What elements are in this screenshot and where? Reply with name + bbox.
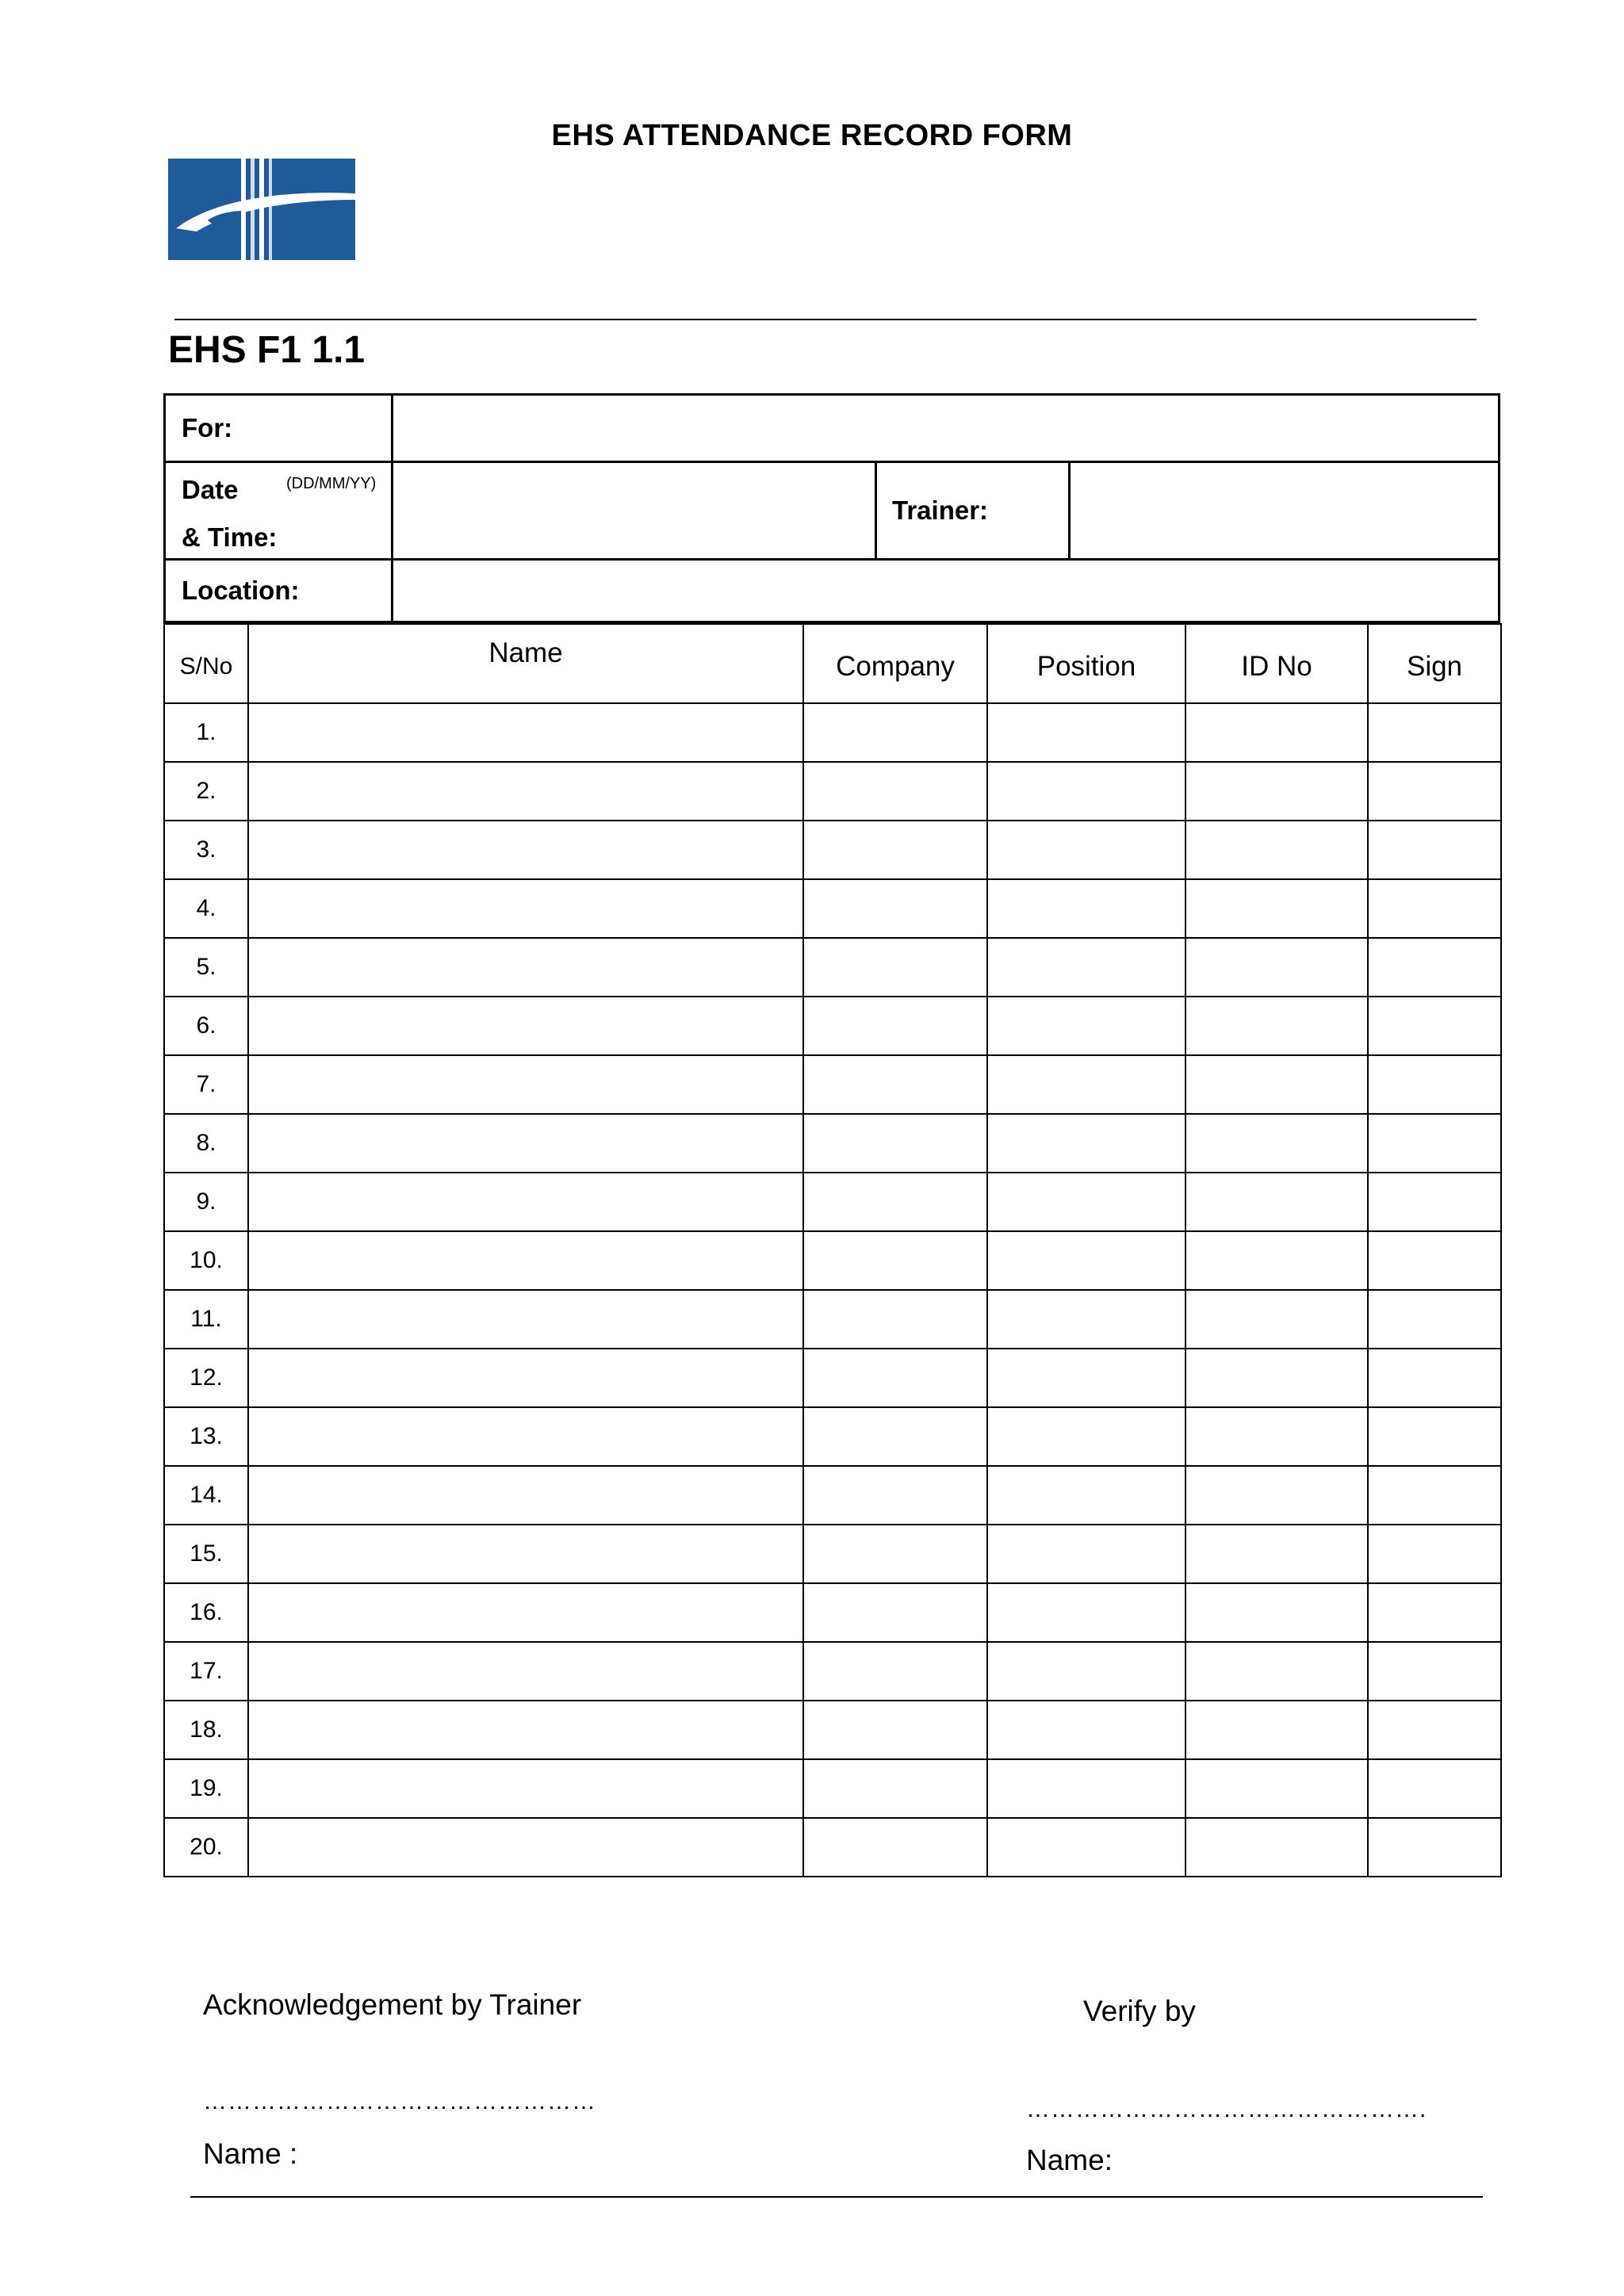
id-no-cell[interactable] [1185, 1642, 1368, 1701]
company-cell[interactable] [803, 879, 987, 938]
id-no-cell[interactable] [1185, 1407, 1368, 1466]
sign-cell[interactable] [1368, 1818, 1501, 1877]
serial-number-cell: 6. [164, 997, 248, 1055]
company-logo-icon [168, 159, 355, 260]
position-cell[interactable] [987, 1173, 1185, 1231]
name-cell[interactable] [248, 1466, 803, 1525]
name-cell[interactable] [248, 1231, 803, 1290]
location-label: Location: [182, 576, 300, 605]
id-no-cell[interactable] [1185, 1055, 1368, 1114]
company-cell[interactable] [803, 1173, 987, 1231]
serial-number-cell: 7. [164, 1055, 248, 1114]
id-no-cell[interactable] [1185, 1466, 1368, 1525]
company-cell[interactable] [803, 1349, 987, 1407]
header-column-divider [875, 461, 877, 558]
location-field[interactable] [396, 564, 1490, 618]
table-row [164, 703, 1501, 762]
sign-cell[interactable] [1368, 1231, 1501, 1290]
sign-cell[interactable] [1368, 938, 1501, 997]
table-row [164, 1701, 1501, 1759]
name-cell[interactable] [248, 1349, 803, 1407]
name-cell[interactable] [248, 997, 803, 1055]
table-header-row [164, 624, 1501, 703]
id-no-cell[interactable] [1185, 1525, 1368, 1583]
table-row [164, 1583, 1501, 1642]
form-code: EHS F1 1.1 [168, 329, 366, 371]
serial-number-cell: 9. [164, 1173, 248, 1231]
column-header-sign: Sign [1368, 624, 1501, 703]
acknowledgement-label: Acknowledgement by Trainer [203, 1988, 582, 2021]
position-cell[interactable] [987, 1466, 1185, 1525]
company-cell[interactable] [803, 821, 987, 879]
sign-cell[interactable] [1368, 1466, 1501, 1525]
table-row [164, 762, 1501, 821]
id-no-cell[interactable] [1185, 1818, 1368, 1877]
table-row [164, 1114, 1501, 1173]
id-no-cell[interactable] [1185, 938, 1368, 997]
position-cell[interactable] [987, 1055, 1185, 1114]
position-cell[interactable] [987, 1349, 1185, 1407]
company-cell[interactable] [803, 1290, 987, 1349]
sign-cell[interactable] [1368, 1759, 1501, 1818]
company-cell[interactable] [803, 1759, 987, 1818]
verify-label: Verify by [1083, 1995, 1196, 2027]
name-cell[interactable] [248, 938, 803, 997]
position-cell[interactable] [987, 1114, 1185, 1173]
serial-number-cell: 1. [164, 703, 248, 762]
company-cell[interactable] [803, 1231, 987, 1290]
top-divider [174, 319, 1477, 320]
table-row [164, 1642, 1501, 1701]
table-row [164, 1055, 1501, 1114]
form-title: EHS ATTENDANCE RECORD FORM [551, 119, 1073, 152]
header-row-divider [166, 461, 1498, 463]
acknowledgement-signature-line[interactable]: ………………………………………… [203, 2088, 596, 2114]
name-cell[interactable] [248, 821, 803, 879]
column-header-company: Company [803, 624, 987, 703]
id-no-cell[interactable] [1185, 703, 1368, 762]
table-row [164, 879, 1501, 938]
header-row-divider [166, 558, 1498, 561]
id-no-cell[interactable] [1185, 1173, 1368, 1231]
company-cell[interactable] [803, 1818, 987, 1877]
name-cell[interactable] [248, 1114, 803, 1173]
table-row [164, 1466, 1501, 1525]
company-cell[interactable] [803, 1114, 987, 1173]
bottom-divider [190, 2196, 1483, 2198]
form-header-box [163, 393, 1500, 623]
position-cell[interactable] [987, 1642, 1185, 1701]
trainer-field[interactable] [1073, 465, 1493, 554]
date-label: Date [182, 475, 239, 504]
serial-number-cell: 12. [164, 1349, 248, 1407]
header-column-divider [391, 396, 393, 621]
position-cell[interactable] [987, 762, 1185, 821]
sign-cell[interactable] [1368, 762, 1501, 821]
verify-name-label: Name: [1026, 2144, 1113, 2176]
table-row [164, 1173, 1501, 1231]
for-label: For: [182, 413, 233, 442]
serial-number-cell: 18. [164, 1701, 248, 1759]
sign-cell[interactable] [1368, 1114, 1501, 1173]
position-cell[interactable] [987, 1818, 1185, 1877]
sign-cell[interactable] [1368, 703, 1501, 762]
serial-number-cell: 4. [164, 879, 248, 938]
serial-number-cell: 10. [164, 1231, 248, 1290]
date-time-field[interactable] [396, 465, 870, 554]
table-row [164, 821, 1501, 879]
company-cell[interactable] [803, 1642, 987, 1701]
position-cell[interactable] [987, 703, 1185, 762]
table-row [164, 1349, 1501, 1407]
position-cell[interactable] [987, 997, 1185, 1055]
table-row [164, 997, 1501, 1055]
serial-number-cell: 20. [164, 1818, 248, 1877]
name-cell[interactable] [248, 1642, 803, 1701]
for-field[interactable] [396, 400, 1490, 457]
position-cell[interactable] [987, 1525, 1185, 1583]
company-cell[interactable] [803, 938, 987, 997]
table-row [164, 1525, 1501, 1583]
sign-cell[interactable] [1368, 1407, 1501, 1466]
name-cell[interactable] [248, 703, 803, 762]
time-label: & Time: [182, 522, 278, 552]
column-header-sno: S/No [164, 624, 248, 703]
serial-number-cell: 5. [164, 938, 248, 997]
position-cell[interactable] [987, 821, 1185, 879]
attendance-table [163, 623, 1502, 1877]
position-cell[interactable] [987, 1701, 1185, 1759]
name-cell[interactable] [248, 1290, 803, 1349]
name-cell[interactable] [248, 879, 803, 938]
position-cell[interactable] [987, 938, 1185, 997]
name-cell[interactable] [248, 1583, 803, 1642]
id-no-cell[interactable] [1185, 821, 1368, 879]
sign-cell[interactable] [1368, 821, 1501, 879]
id-no-cell[interactable] [1185, 1231, 1368, 1290]
company-cell[interactable] [803, 762, 987, 821]
position-cell[interactable] [987, 1290, 1185, 1349]
serial-number-cell: 11. [164, 1290, 248, 1349]
name-cell[interactable] [248, 1759, 803, 1818]
company-cell[interactable] [803, 1466, 987, 1525]
column-header-id-no: ID No [1185, 624, 1368, 703]
company-cell[interactable] [803, 1583, 987, 1642]
sign-cell[interactable] [1368, 1349, 1501, 1407]
column-header-name: Name [248, 624, 803, 703]
table-row [164, 1818, 1501, 1877]
column-header-position: Position [987, 624, 1185, 703]
company-cell[interactable] [803, 1407, 987, 1466]
name-cell[interactable] [248, 1525, 803, 1583]
position-cell[interactable] [987, 1407, 1185, 1466]
id-no-cell[interactable] [1185, 1759, 1368, 1818]
id-no-cell[interactable] [1185, 1114, 1368, 1173]
serial-number-cell: 13. [164, 1407, 248, 1466]
serial-number-cell: 14. [164, 1466, 248, 1525]
date-format-hint: (DD/MM/YY) [286, 475, 377, 492]
sign-cell[interactable] [1368, 1173, 1501, 1231]
position-cell[interactable] [987, 1759, 1185, 1818]
trainer-label: Trainer: [892, 496, 989, 525]
acknowledgement-name-label: Name : [203, 2137, 298, 2170]
position-cell[interactable] [987, 1231, 1185, 1290]
company-cell[interactable] [803, 1055, 987, 1114]
verify-signature-line[interactable]: …………………………………………. [1026, 2096, 1427, 2122]
serial-number-cell: 19. [164, 1759, 248, 1818]
id-no-cell[interactable] [1185, 997, 1368, 1055]
position-cell[interactable] [987, 1583, 1185, 1642]
table-row [164, 938, 1501, 997]
id-no-cell[interactable] [1185, 1583, 1368, 1642]
table-row [164, 1290, 1501, 1349]
serial-number-cell: 2. [164, 762, 248, 821]
sign-cell[interactable] [1368, 1055, 1501, 1114]
id-no-cell[interactable] [1185, 1349, 1368, 1407]
table-row [164, 1759, 1501, 1818]
serial-number-cell: 16. [164, 1583, 248, 1642]
table-row [164, 1407, 1501, 1466]
name-cell[interactable] [248, 1173, 803, 1231]
name-cell[interactable] [248, 1818, 803, 1877]
sign-cell[interactable] [1368, 1701, 1501, 1759]
company-cell[interactable] [803, 703, 987, 762]
sign-cell[interactable] [1368, 1583, 1501, 1642]
name-cell[interactable] [248, 1701, 803, 1759]
serial-number-cell: 17. [164, 1642, 248, 1701]
id-no-cell[interactable] [1185, 1290, 1368, 1349]
sign-cell[interactable] [1368, 997, 1501, 1055]
id-no-cell[interactable] [1185, 1701, 1368, 1759]
id-no-cell[interactable] [1185, 762, 1368, 821]
id-no-cell[interactable] [1185, 879, 1368, 938]
name-cell[interactable] [248, 1055, 803, 1114]
position-cell[interactable] [987, 879, 1185, 938]
sign-cell[interactable] [1368, 1525, 1501, 1583]
company-cell[interactable] [803, 1525, 987, 1583]
serial-number-cell: 8. [164, 1114, 248, 1173]
table-row [164, 1231, 1501, 1290]
serial-number-cell: 15. [164, 1525, 248, 1583]
name-cell[interactable] [248, 1407, 803, 1466]
sign-cell[interactable] [1368, 1642, 1501, 1701]
sign-cell[interactable] [1368, 879, 1501, 938]
header-column-divider [1068, 461, 1071, 558]
company-cell[interactable] [803, 997, 987, 1055]
company-cell[interactable] [803, 1701, 987, 1759]
serial-number-cell: 3. [164, 821, 248, 879]
sign-cell[interactable] [1368, 1290, 1501, 1349]
name-cell[interactable] [248, 762, 803, 821]
